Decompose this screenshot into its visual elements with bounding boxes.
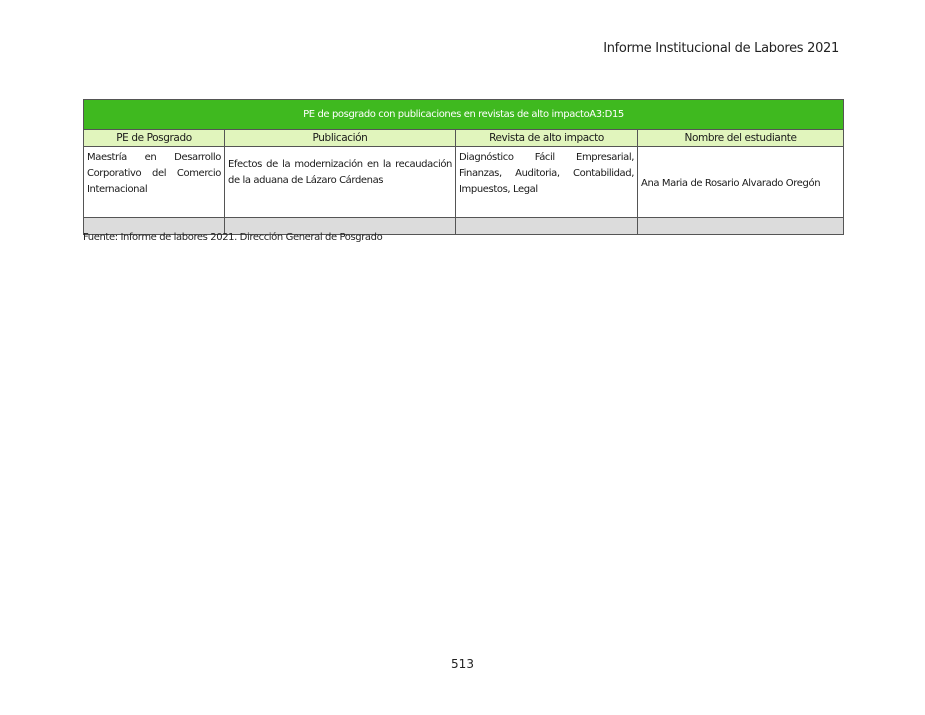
- empty-cell: [456, 218, 638, 235]
- column-header-publicacion: Publicación: [225, 130, 456, 147]
- cell-revista: Diagnóstico Fácil Empresarial, Finanzas, Auditoria, Contabilidad, Impuestos, Legal: [456, 147, 638, 218]
- empty-cell: [638, 218, 844, 235]
- table-row: [84, 147, 844, 218]
- column-header-nombre-estudiante: Nombre del estudiante: [638, 130, 844, 147]
- table-title: PE de posgrado con publicaciones en revistas de alto impactoA3:D15: [84, 100, 844, 130]
- table-title-row: [84, 100, 844, 130]
- cell-nombre-estudiante: Ana Maria de Rosario Alvarado Oregón: [638, 147, 844, 218]
- table-header-row: [84, 130, 844, 147]
- cell-publicacion: Efectos de la modernización en la recaudación de la aduana de Lázaro Cárdenas: [225, 147, 456, 218]
- column-header-pe-posgrado: PE de Posgrado: [84, 130, 225, 147]
- source-note: Fuente: Informe de labores 2021. Dirección General de Posgrado: [83, 232, 383, 243]
- column-header-revista: Revista de alto impacto: [456, 130, 638, 147]
- page-number: 513: [451, 657, 474, 671]
- publications-table: [83, 99, 844, 235]
- cell-pe-posgrado: Maestría en Desarrollo Corporativo del Comercio Internacional: [84, 147, 225, 218]
- document-header-title: Informe Institucional de Labores 2021: [603, 41, 839, 56]
